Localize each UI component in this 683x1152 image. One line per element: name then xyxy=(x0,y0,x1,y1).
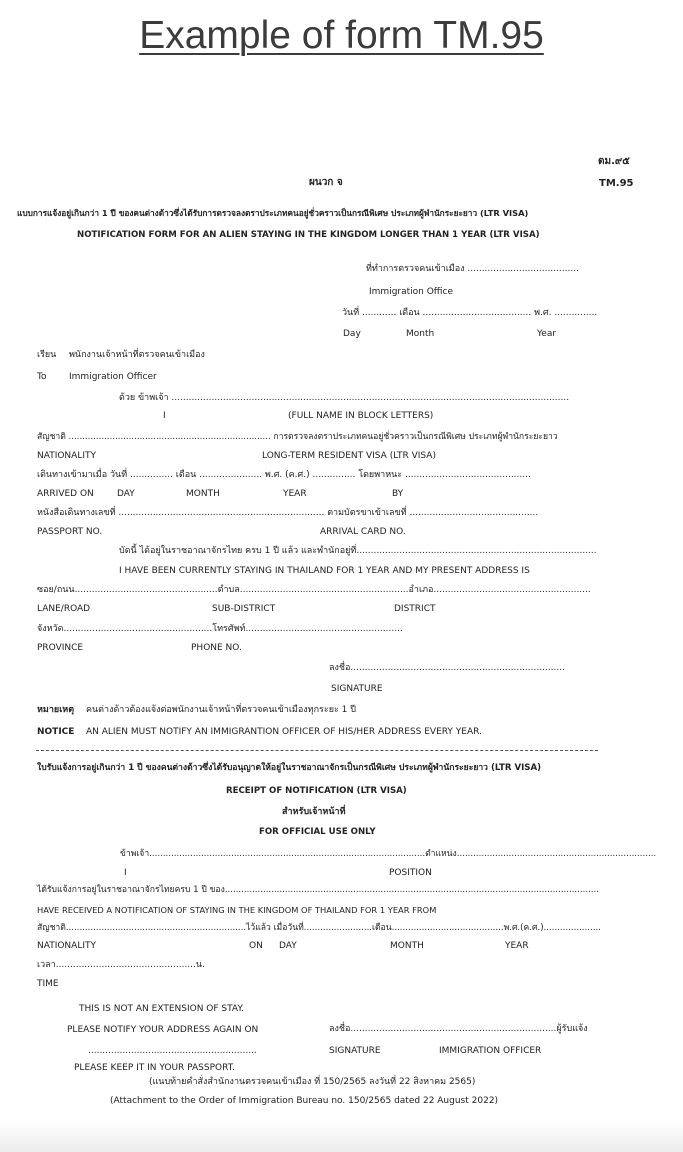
officer-i-label: I xyxy=(124,868,127,878)
attachment-thai: (แนบท้ายคำสั่งสำนักงานตรวจคนเข้าเมือง ที่ 150/2565 ลงวันที่ 22 สิงหาคม 2565) xyxy=(149,1077,476,1087)
form-annex: ผนวก จ xyxy=(309,177,343,188)
full-name-label: (FULL NAME IN BLOCK LETTERS) xyxy=(288,411,434,421)
phone-label: PHONE NO. xyxy=(191,643,242,653)
passport-line-thai: หนังสือเดินทางเลขที่ ........................................................................ ตามบัตรขาเข้าเลขที่ ............................................. xyxy=(37,508,539,518)
receipt-nationality-line-thai: สัญชาติ..................................................................ไว้แล้ว เมื่อวันที่.........................เดือน.........................................พ.ศ.(ค.ศ.)..................... xyxy=(37,923,601,933)
form-code-en: TM.95 xyxy=(599,178,634,189)
receipt-signature-label: SIGNATURE xyxy=(329,1046,381,1056)
receipt-signature-line-thai: ลงชื่อ........................................................................ผู้รับแจ้ง xyxy=(329,1024,588,1034)
official-use-en: FOR OFFICIAL USE ONLY xyxy=(259,827,376,837)
notice-en: AN ALIEN MUST NOTIFY AN IMMIGRANTION OFFICER OF HIS/HER ADDRESS EVERY YEAR. xyxy=(86,727,482,737)
notify-date-dots: ........................................................... xyxy=(88,1046,257,1056)
notify-again-note: PLEASE NOTIFY YOUR ADDRESS AGAIN ON xyxy=(67,1025,259,1035)
time-line-thai: เวลา.................................................น. xyxy=(37,960,205,970)
notice-label: NOTICE xyxy=(37,727,75,737)
official-use-thai: สำหรับเจ้าหน้าที่ xyxy=(282,807,346,817)
received-line-thai: ได้รับแจ้งการอยู่ในราชอาณาจักรไทยครบ 1 ปี ของ......................................................................................................................................... xyxy=(37,885,600,895)
receipt-title-thai: ใบรับแจ้งการอยู่เกินกว่า 1 ปี ของคนต่างด้าวซึ่งได้รับอนุญาตให้อยู่ในราชอาณาจักรเป็นกรณีพิเศษ ประเภทผู้พำนักระยะยาว (LTR VISA) xyxy=(37,763,542,773)
receipt-nationality-label: NATIONALITY xyxy=(37,941,96,951)
cut-line xyxy=(36,750,598,751)
keep-passport-note: PLEASE KEEP IT IN YOUR PASSPORT. xyxy=(74,1063,235,1073)
time-label: TIME xyxy=(37,979,59,989)
date-month-label: Month xyxy=(406,329,435,339)
office-en: Immigration Office xyxy=(369,287,453,297)
arrived-year-label: YEAR xyxy=(283,489,307,499)
passport-no-label: PASSPORT NO. xyxy=(37,527,103,537)
arrival-card-label: ARRIVAL CARD NO. xyxy=(320,527,406,537)
receipt-on-label: ON xyxy=(249,941,263,951)
signature-label: SIGNATURE xyxy=(331,684,383,694)
to-thai: พนักงานเจ้าหน้าที่ตรวจคนเข้าเมือง xyxy=(69,350,205,360)
name-line-thai: ด้วย ข้าพเจ้า ........................................................................................................................................... xyxy=(119,393,570,403)
date-day-label: Day xyxy=(343,329,361,339)
receipt-title-en: RECEIPT OF NOTIFICATION (LTR VISA) xyxy=(226,786,407,796)
position-label: POSITION xyxy=(389,868,432,878)
date-line-thai: วันที่ ............ เดือน ...................................... พ.ศ. ............... xyxy=(342,308,598,318)
staying-line-thai: บัดนี้ ได้อยู่ในราชอาณาจักรไทย ครบ 1 ปี แล้ว และพำนักอยู่ที่.................................................................................... xyxy=(119,546,597,556)
staying-line-en: I HAVE BEEN CURRENTLY STAYING IN THAILAND FOR 1 YEAR AND MY PRESENT ADDRESS IS xyxy=(119,566,530,576)
form-code-thai: ตม.๙๕ xyxy=(598,156,630,167)
province-line-thai: จังหวัด....................................................โทรศัพท์....................................................... xyxy=(37,624,403,634)
address-line-thai: ซอย/ถนน..................................................ตำบล...........................................................อำเภอ....................................................... xyxy=(37,585,591,595)
immigration-officer-label: IMMIGRATION OFFICER xyxy=(439,1046,542,1056)
officer-line-thai: ข้าพเจ้า.....................................................................................................ตำแหน่ง......................................................................... xyxy=(120,849,657,859)
receipt-month-label: MONTH xyxy=(390,941,424,951)
form-title-en: NOTIFICATION FORM FOR AN ALIEN STAYING IN THE KINGDOM LONGER THAN 1 YEAR (LTR VISA) xyxy=(77,230,540,240)
to-en: Immigration Officer xyxy=(69,372,157,382)
office-thai: ที่ทำการตรวจคนเข้าเมือง ....................................... xyxy=(366,264,579,274)
receipt-day-label: DAY xyxy=(279,941,297,951)
arrived-day-label: DAY xyxy=(117,489,135,499)
page-bottom-edge xyxy=(0,1120,683,1152)
page-headline: Example of form TM.95 xyxy=(139,14,544,57)
province-label: PROVINCE xyxy=(37,643,84,653)
receipt-year-label: YEAR xyxy=(505,941,529,951)
nationality-line-thai: สัญชาติ .......................................................................... การตรวจลงตราประเภทคนอยู่ชั่วคราวเป็นกรณีพิเศษ ประเภทผู้พำนักระยะยาว xyxy=(37,432,558,442)
arrival-line-thai: เดินทางเข้ามาเมื่อ วันที่ ............... เดือน ...................... พ.ศ. (ค.ศ.) ............... โดยพาหนะ ............................................ xyxy=(37,470,531,480)
arrived-on-label: ARRIVED ON xyxy=(37,489,94,499)
nationality-label: NATIONALITY xyxy=(37,451,96,461)
to-thai-label: เรียน xyxy=(37,350,57,360)
form-title-thai: แบบการแจ้งอยู่เกินกว่า 1 ปี ของคนต่างด้าวซึ่งได้รับการตรวจลงตราประเภทคนอยู่ชั่วคราวเป็นกรณีพิเศษ ประเภทผู้พำนักระยะยาว (LTR VISA) xyxy=(17,208,529,218)
arrived-month-label: MONTH xyxy=(186,489,220,499)
name-i-label: I xyxy=(163,411,166,421)
not-extension-note: THIS IS NOT AN EXTENSION OF STAY. xyxy=(79,1004,244,1014)
arrived-by-label: BY xyxy=(392,489,404,499)
attachment-en: (Attachment to the Order of Immigration Bureau no. 150/2565 dated 22 August 2022) xyxy=(110,1096,499,1106)
lane-road-label: LANE/ROAD xyxy=(37,604,91,614)
district-label: DISTRICT xyxy=(394,604,436,614)
ltr-visa-label: LONG-TERM RESIDENT VISA (LTR VISA) xyxy=(262,451,436,461)
remark-thai-label: หมายเหตุ xyxy=(37,705,75,715)
date-year-label: Year xyxy=(537,329,557,339)
sub-district-label: SUB-DISTRICT xyxy=(212,604,276,614)
signature-line-thai: ลงชื่อ........................................................................... xyxy=(329,663,565,673)
remark-thai: คนต่างด้าวต้องแจ้งต่อพนักงานเจ้าหน้าที่ตรวจคนเข้าเมืองทุกระยะ 1 ปี xyxy=(86,705,356,715)
received-line-en: HAVE RECEIVED A NOTIFICATION OF STAYING IN THE KINGDOM OF THAILAND FOR 1 YEAR FROM xyxy=(37,905,437,915)
to-en-label: To xyxy=(37,372,47,382)
